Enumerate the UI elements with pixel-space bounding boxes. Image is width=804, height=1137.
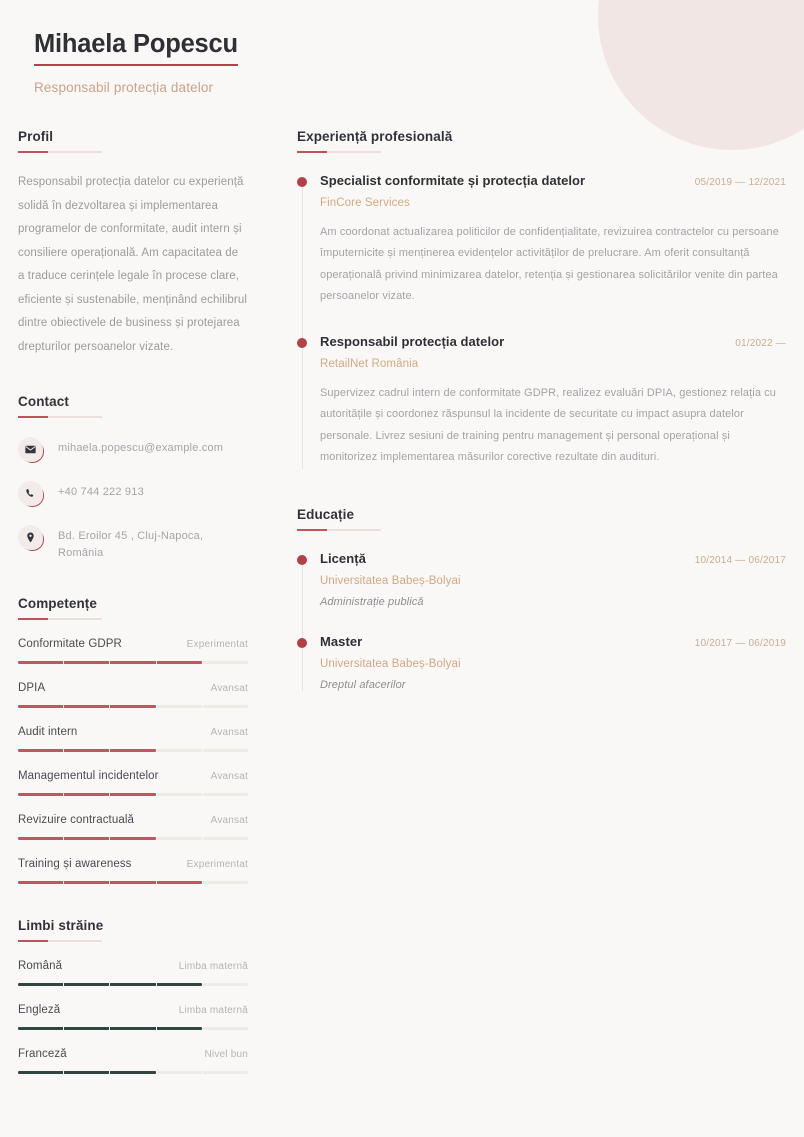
timeline-item	[320, 334, 786, 469]
contact-heading: Contact	[18, 394, 248, 418]
language-name: Engleză	[18, 1003, 61, 1016]
skill-name: Managementul incidentelor	[18, 769, 159, 782]
timeline-dot	[297, 338, 307, 348]
language-level: Limba maternă	[178, 1004, 248, 1016]
timeline-date: 10/2014 — 06/2017	[694, 554, 786, 566]
email-icon	[18, 437, 44, 463]
timeline-title: Responsabil protecția datelor	[320, 333, 505, 349]
timeline-title: Specialist conformitate și protecția datelor	[320, 173, 586, 188]
language-bar	[18, 1071, 248, 1074]
contact-row[interactable]	[18, 524, 248, 562]
language-bar	[18, 983, 248, 986]
candidate-role: Responsabil protecția datelor	[34, 80, 214, 95]
skill-name: Training și awareness	[18, 857, 132, 870]
language-level: Limba maternă	[178, 960, 248, 972]
timeline-item	[320, 551, 786, 608]
timeline-organization: FinCore Services	[320, 197, 410, 209]
skill-level: Experimentat	[186, 638, 248, 650]
languages-heading: Limbi străine	[18, 918, 248, 942]
timeline-organization: Universitatea Babeș-Bolyai	[320, 574, 461, 587]
timeline-organization: RetailNet România	[320, 357, 419, 370]
languages-section	[18, 918, 248, 1074]
language-level: Nivel bun	[204, 1048, 248, 1060]
resume-columns	[0, 95, 804, 1074]
timeline-dot	[297, 555, 307, 565]
skill-bar	[18, 749, 248, 752]
skill-item	[18, 858, 248, 884]
skill-item	[18, 770, 248, 796]
main-column	[248, 129, 804, 691]
languages-list	[18, 960, 248, 1074]
timeline-organization: Universitatea Babeș-Bolyai	[320, 657, 461, 670]
resume-header	[0, 0, 804, 95]
location-icon	[18, 525, 44, 551]
skill-item	[18, 814, 248, 840]
profile-section	[18, 129, 248, 360]
experience-timeline	[297, 173, 786, 469]
phone-icon	[18, 481, 44, 507]
skill-name: Revizuire contractuală	[18, 813, 134, 826]
skill-name: Conformitate GDPR	[18, 637, 122, 650]
timeline-date: 05/2019 — 12/2021	[694, 177, 786, 188]
skill-bar	[18, 661, 248, 664]
language-item	[18, 960, 248, 986]
timeline-item	[320, 634, 786, 691]
skill-item	[18, 682, 248, 708]
timeline-date: 10/2017 — 06/2019	[694, 637, 786, 649]
skills-list	[18, 638, 248, 884]
timeline-dot	[297, 177, 307, 187]
contact-section	[18, 394, 248, 562]
timeline-title: Master	[320, 633, 363, 649]
contact-row[interactable]	[18, 436, 248, 463]
timeline-description: Am coordonat actualizarea politicilor de confidențialitate, revizuirea contractelor cu persoane împuternicite și menținerea evidențelor activităților de prelucrare. Am oferit consultanță operațională privind minimizarea datelor, retenția și gestionarea solicitărilor venite din partea persoanelor vizate.	[320, 226, 779, 303]
contact-row[interactable]	[18, 480, 248, 507]
profile-heading: Profil	[18, 129, 248, 153]
education-timeline	[297, 551, 786, 691]
timeline-field: Administrație publică	[320, 595, 424, 608]
timeline-dot	[297, 638, 307, 648]
timeline-title: Licență	[320, 550, 366, 566]
profile-text: Responsabil protecția datelor cu experiență solidă în dezvoltarea și implementarea programelor de conformitate, audit intern și consiliere operațională. Am capacitatea de a traduce cerințele legale în procese clare, eficiente și sustenabile, menținând echilibrul dintre obiectivele de business și protejarea drepturilor persoanelor vizate.	[18, 176, 247, 353]
skill-level: Experimentat	[186, 858, 248, 870]
language-name: Franceză	[18, 1047, 67, 1060]
skill-level: Avansat	[210, 814, 248, 826]
email-value: mihaela.popescu@example.com	[58, 441, 224, 454]
experience-heading: Experiență profesională	[297, 129, 786, 153]
education-heading: Educație	[297, 507, 786, 531]
skill-level: Avansat	[210, 770, 248, 782]
language-bar	[18, 1027, 248, 1030]
skill-name: Audit intern	[18, 725, 78, 738]
skill-item	[18, 638, 248, 664]
skill-bar	[18, 881, 248, 884]
skills-section	[18, 596, 248, 884]
language-item	[18, 1004, 248, 1030]
phone-value: +40 744 222 913	[58, 485, 144, 498]
timeline-date: 01/2022 —	[735, 337, 786, 349]
skill-bar	[18, 837, 248, 840]
experience-section	[297, 129, 786, 469]
timeline-field: Dreptul afacerilor	[320, 678, 406, 691]
skill-name: DPIA	[18, 681, 46, 694]
language-item	[18, 1048, 248, 1074]
education-section	[297, 507, 786, 691]
candidate-name: Mihaela Popescu	[34, 30, 238, 66]
skill-bar	[18, 705, 248, 708]
timeline-item	[320, 173, 786, 308]
skill-level: Avansat	[210, 682, 248, 694]
sidebar-column	[0, 129, 248, 1074]
skill-level: Avansat	[210, 726, 248, 738]
address-value: Bd. Eroilor 45 , Cluj-Napoca, România	[58, 529, 204, 559]
skill-bar	[18, 793, 248, 796]
skills-heading: Competențe	[18, 596, 248, 620]
skill-item	[18, 726, 248, 752]
language-name: Română	[18, 959, 63, 972]
timeline-description: Supervizez cadrul intern de conformitate GDPR, realizez evaluări DPIA, gestionez relația cu autoritățile și coordonez răspunsul la incidente de securitate cu impact asupra datelor personale. Livrez sesiuni de training pentru management și personal operațional și monitorizez implementarea măsurilor corective rezultate din audituri.	[320, 386, 777, 464]
